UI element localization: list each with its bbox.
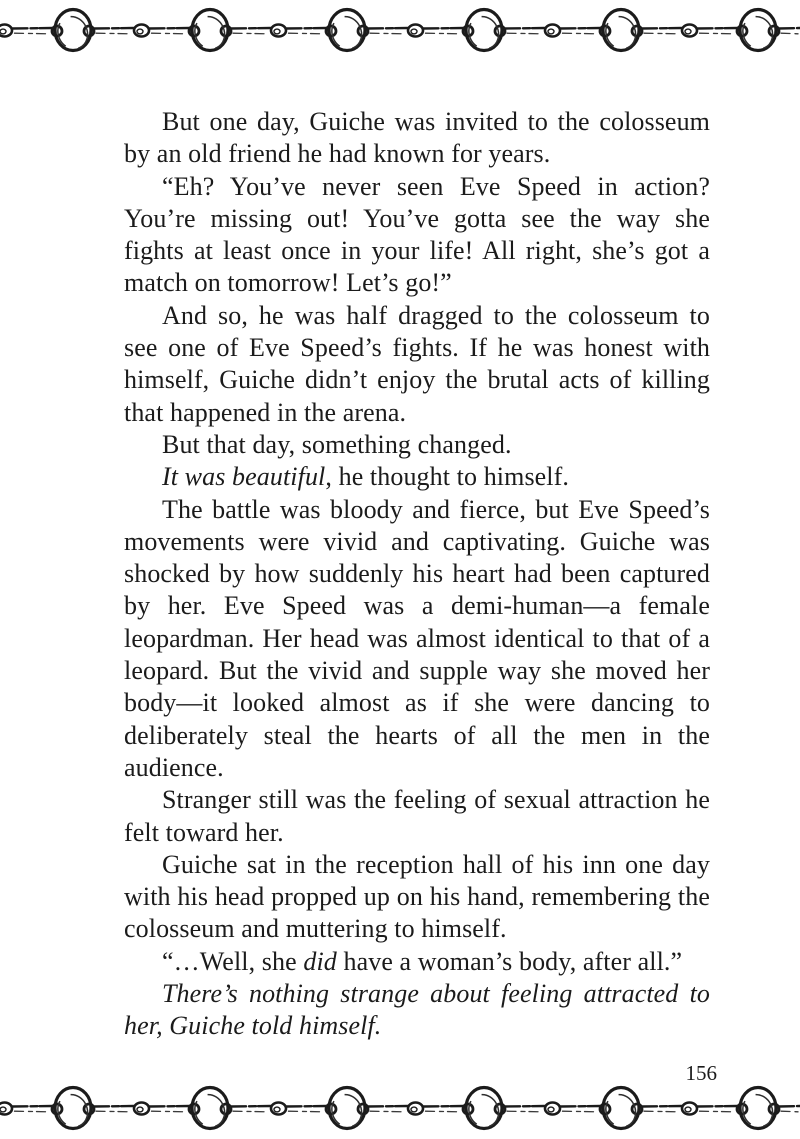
paragraph-7 — [124, 784, 710, 849]
text-segment: And so, he was half dragged to the colosseum to see one of Eve Speed’s fights. If he was honest with himself, Guiche didn’t enjoy the brutal acts of killing that happened in the arena. — [124, 300, 710, 427]
text-segment: The battle was bloody and fierce, but Eve Speed’s movements were vivid and captivating. Guiche was shocked by how suddenly his heart had been captured by her. Eve Speed was a demi-human—a female leopardman. Her head was almost identical to that of a leopard. But the vivid and supple way she moved her body—it looked almost as if she were dancing to deliberately steal the hearts of all the men in the audience. — [124, 494, 710, 782]
text-segment: But one day, Guiche was invited to the colosseum by an old friend he had known for years. — [124, 107, 710, 169]
text-segment: “…Well, she — [162, 946, 304, 976]
paragraph-1 — [124, 106, 710, 171]
text-segment: “Eh? You’ve never seen Eve Speed in action? You’re missing out! You’ve gotta see the way she fights at least once in your life! All right, she’s got a match on tomorrow! Let’s go!” — [124, 171, 710, 298]
paragraph-10 — [124, 978, 710, 1043]
text-segment: But that day, something changed. — [162, 429, 512, 459]
chain-ornament-top-border — [0, 0, 800, 64]
paragraph-8 — [124, 849, 710, 946]
chain-ornament-bottom-border — [0, 1078, 800, 1139]
paragraph-3 — [124, 300, 710, 429]
paragraph-4 — [124, 429, 710, 461]
italic-text-segment: did — [303, 946, 337, 976]
text-segment: Guiche sat in the reception hall of his inn one day with his head propped up on his hand, remembering the colosseum and muttering to himself. — [124, 849, 710, 944]
paragraph-2 — [124, 171, 710, 300]
body-text — [124, 106, 710, 1043]
text-segment: , he thought to himself. — [325, 462, 569, 492]
paragraph-6 — [124, 494, 710, 785]
italic-text-segment: It was beautiful — [162, 462, 326, 492]
paragraph-5 — [124, 461, 710, 493]
text-segment: Stranger still was the feeling of sexual attraction he felt toward her. — [124, 785, 710, 847]
text-segment: have a woman’s body, after all.” — [336, 946, 683, 976]
italic-text-segment: There’s nothing strange about feeling attracted to her, Guiche told himself. — [124, 979, 710, 1041]
paragraph-9 — [124, 946, 710, 978]
page-number: 156 — [685, 1061, 717, 1085]
